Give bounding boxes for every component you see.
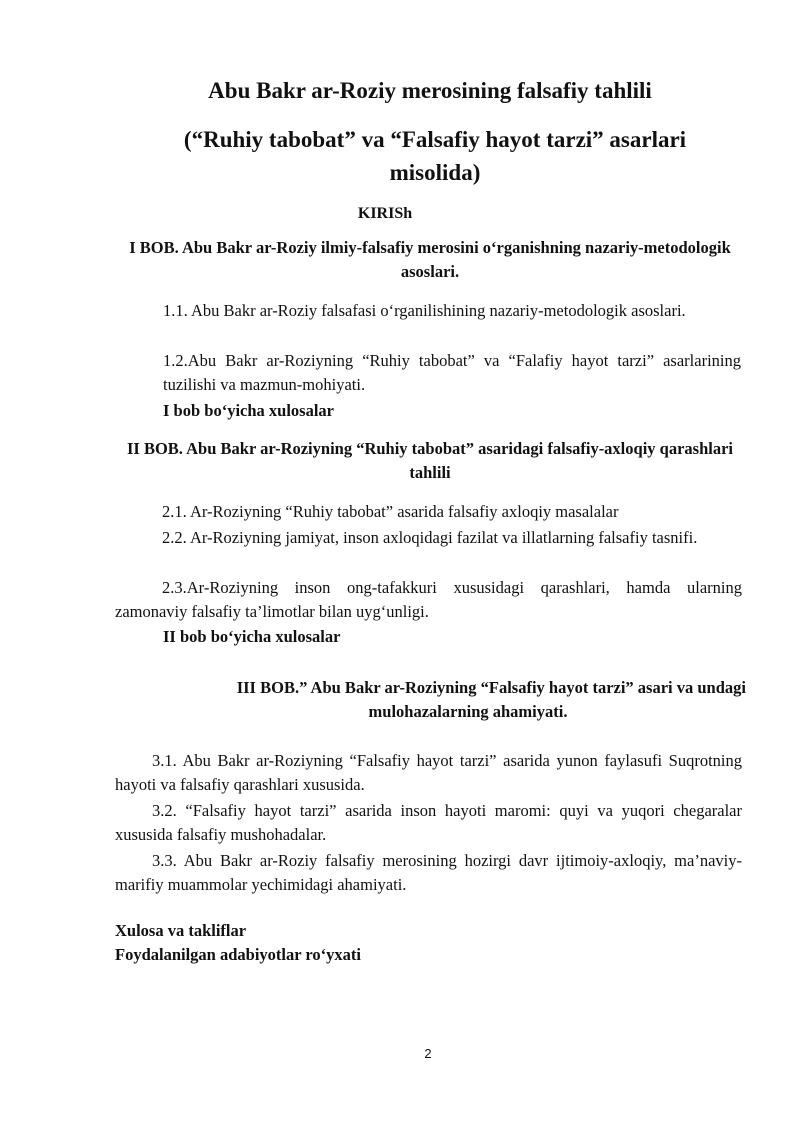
page-number: 2	[424, 1046, 432, 1061]
chapter1-item-2: 1.2.Abu Bakr ar-Roziyning “Ruhiy tabobat” va “Falafiy hayot tarzi” asarlarining tuzilishi va mazmun-mohiyati.	[163, 351, 741, 394]
chapter2-item-3: 2.3.Ar-Roziyning inson ong-tafakkuri xususidagi qarashlari, hamda ularning zamonaviy falsafiy ta’limotlar bilan uyg‘unligi.	[115, 578, 742, 621]
chapter2-heading: II BOB. Abu Bakr ar-Roziyning “Ruhiy tabobat” asaridagi falsafiy-axloqiy qarashlari tahlili	[126, 439, 733, 482]
chapter1-heading: I BOB. Abu Bakr ar-Roziy ilmiy-falsafiy merosini o‘rganishning nazariy-metodologik asoslari.	[129, 238, 731, 281]
document-title: Abu Bakr ar-Roziy merosining falsafiy tahlili	[208, 78, 652, 103]
chapter3-heading	[150, 676, 746, 724]
chapter2-item-1: 2.1. Ar-Roziyning “Ruhiy tabobat” asarida falsafiy axloqiy masalalar	[162, 502, 619, 521]
chapter3-heading-line1: III BOB.” Abu Bakr ar-Roziyning “Falsafiy hayot tarzi” asari va undagi	[236, 678, 746, 697]
chapter3-item-2: 3.2. “Falsafiy hayot tarzi” asarida inson hayoti maromi: quyi va yuqori chegaralar xususida falsafiy mushohadalar.	[115, 801, 742, 844]
conclusion-heading: Xulosa va takliflar	[115, 921, 247, 940]
chapter3-heading-line2: mulohazalarning ahamiyati.	[368, 702, 568, 721]
intro-heading: KIRISh	[357, 205, 413, 222]
chapter3-item-3: 3.3. Abu Bakr ar-Roziy falsafiy merosining hozirgi davr ijtimoiy-axloqiy, ma’naviy-marifiy muammolar yechimidagi ahamiyati.	[115, 851, 742, 894]
chapter1-item-1: 1.1. Abu Bakr ar-Roziy falsafasi o‘rganilishining nazariy-metodologik asoslari.	[163, 301, 686, 320]
chapter1-summary: I bob bo‘yicha xulosalar	[163, 401, 334, 420]
chapter2-summary: II bob bo‘yicha xulosalar	[163, 627, 341, 646]
document-subtitle: (“Ruhiy tabobat” va “Falsafiy hayot tarzi” asarlari misolida)	[183, 127, 687, 185]
chapter3-item-1: 3.1. Abu Bakr ar-Roziyning “Falsafiy hayot tarzi” asarida yunon faylasufi Suqrotning hayoti va falsafiy qarashlari xususida.	[115, 751, 742, 794]
chapter2-item-2: 2.2. Ar-Roziyning jamiyat, inson axloqidagi fazilat va illatlarning falsafiy tasnifi.	[162, 528, 698, 547]
references-heading: Foydalanilgan adabiyotlar ro‘yxati	[115, 945, 362, 964]
